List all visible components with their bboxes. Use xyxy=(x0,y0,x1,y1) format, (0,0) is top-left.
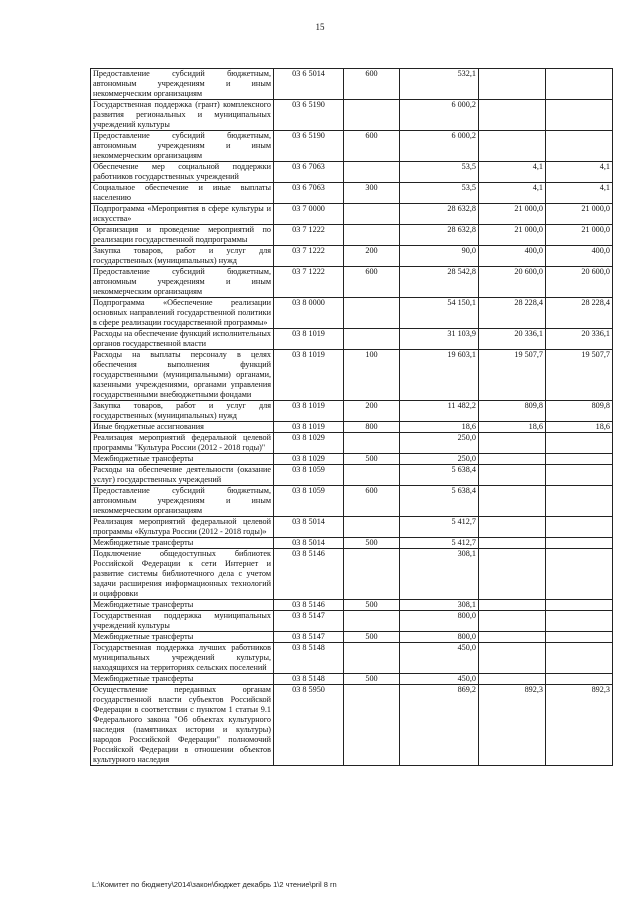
row-sum-2-cell xyxy=(479,131,546,162)
row-sum-1-cell: 53,5 xyxy=(400,162,479,183)
row-code-cell: 03 8 5146 xyxy=(274,600,344,611)
row-sum-2-cell: 28 228,4 xyxy=(479,298,546,329)
row-sum-1-cell: 450,0 xyxy=(400,643,479,674)
row-sum-2-cell: 21 000,0 xyxy=(479,204,546,225)
row-expense-type-cell: 200 xyxy=(344,246,400,267)
row-code-cell: 03 8 1019 xyxy=(274,350,344,401)
row-sum-2-cell: 18,6 xyxy=(479,422,546,433)
row-sum-3-cell xyxy=(546,465,613,486)
row-sum-2-cell xyxy=(479,454,546,465)
row-name-cell: Расходы на выплаты персоналу в целях обеспечения выполнения функций государственными (муниципальными) органами, казенными учреждениями, органами управления государственными внебюджетными фондами xyxy=(91,350,274,401)
table-row xyxy=(91,246,613,267)
row-expense-type-cell xyxy=(344,433,400,454)
row-name-cell: Иные бюджетные ассигнования xyxy=(91,422,274,433)
row-code-cell: 03 8 1019 xyxy=(274,401,344,422)
table-row xyxy=(91,643,613,674)
row-name-cell: Подпрограмма «Мероприятия в сфере культуры и искусства» xyxy=(91,204,274,225)
row-sum-2-cell: 400,0 xyxy=(479,246,546,267)
table-row xyxy=(91,685,613,766)
row-sum-1-cell: 28 632,8 xyxy=(400,204,479,225)
row-sum-2-cell xyxy=(479,632,546,643)
row-code-cell: 03 8 5014 xyxy=(274,538,344,549)
row-sum-1-cell: 54 150,1 xyxy=(400,298,479,329)
table-row xyxy=(91,486,613,517)
row-sum-1-cell: 6 000,2 xyxy=(400,100,479,131)
row-name-cell: Государственная поддержка (грант) комплексного развития региональных и муниципальных учреждений культуры xyxy=(91,100,274,131)
row-sum-3-cell xyxy=(546,433,613,454)
row-sum-1-cell: 11 482,2 xyxy=(400,401,479,422)
row-sum-1-cell: 800,0 xyxy=(400,632,479,643)
row-code-cell: 03 8 5146 xyxy=(274,549,344,600)
table-row xyxy=(91,162,613,183)
row-sum-3-cell xyxy=(546,549,613,600)
row-expense-type-cell: 600 xyxy=(344,69,400,100)
row-sum-2-cell: 21 000,0 xyxy=(479,225,546,246)
row-code-cell: 03 8 0000 xyxy=(274,298,344,329)
row-sum-1-cell: 19 603,1 xyxy=(400,350,479,401)
row-sum-3-cell xyxy=(546,454,613,465)
row-sum-3-cell xyxy=(546,538,613,549)
row-expense-type-cell: 600 xyxy=(344,486,400,517)
row-code-cell: 03 7 1222 xyxy=(274,246,344,267)
row-name-cell: Межбюджетные трансферты xyxy=(91,454,274,465)
row-sum-2-cell: 809,8 xyxy=(479,401,546,422)
budget-table xyxy=(90,68,613,766)
row-expense-type-cell xyxy=(344,298,400,329)
row-code-cell: 03 8 1059 xyxy=(274,465,344,486)
row-name-cell: Межбюджетные трансферты xyxy=(91,632,274,643)
row-sum-2-cell: 4,1 xyxy=(479,162,546,183)
row-code-cell: 03 6 5190 xyxy=(274,131,344,162)
row-expense-type-cell: 500 xyxy=(344,454,400,465)
row-sum-3-cell: 21 000,0 xyxy=(546,204,613,225)
row-expense-type-cell: 500 xyxy=(344,538,400,549)
row-sum-1-cell: 28 632,8 xyxy=(400,225,479,246)
row-sum-3-cell: 19 507,7 xyxy=(546,350,613,401)
row-expense-type-cell: 500 xyxy=(344,632,400,643)
row-code-cell: 03 8 1059 xyxy=(274,486,344,517)
row-sum-1-cell: 869,2 xyxy=(400,685,479,766)
row-name-cell: Расходы на обеспечение функций исполнительных органов государственной власти xyxy=(91,329,274,350)
table-row xyxy=(91,298,613,329)
row-name-cell: Предоставление субсидий бюджетным, автономным учреждениям и иным некоммерческим организациям xyxy=(91,486,274,517)
row-expense-type-cell: 200 xyxy=(344,401,400,422)
row-sum-3-cell: 28 228,4 xyxy=(546,298,613,329)
table-row xyxy=(91,465,613,486)
row-sum-1-cell: 53,5 xyxy=(400,183,479,204)
row-name-cell: Закупка товаров, работ и услуг для государственных (муниципальных) нужд xyxy=(91,401,274,422)
row-sum-1-cell: 18,6 xyxy=(400,422,479,433)
row-sum-2-cell xyxy=(479,465,546,486)
row-sum-3-cell: 21 000,0 xyxy=(546,225,613,246)
row-sum-1-cell: 308,1 xyxy=(400,549,479,600)
row-sum-3-cell: 4,1 xyxy=(546,183,613,204)
table-row xyxy=(91,204,613,225)
row-sum-3-cell xyxy=(546,611,613,632)
row-sum-2-cell: 892,3 xyxy=(479,685,546,766)
row-sum-1-cell: 450,0 xyxy=(400,674,479,685)
row-name-cell: Реализация мероприятий федеральной целевой программы «Культура России (2012 - 2018 годы)» xyxy=(91,517,274,538)
row-name-cell: Реализация мероприятий федеральной целевой программы "Культура России (2012 - 2018 годы)" xyxy=(91,433,274,454)
row-sum-2-cell xyxy=(479,486,546,517)
row-code-cell: 03 8 5147 xyxy=(274,611,344,632)
table-row xyxy=(91,267,613,298)
row-sum-1-cell: 6 000,2 xyxy=(400,131,479,162)
row-sum-3-cell xyxy=(546,486,613,517)
row-sum-1-cell: 308,1 xyxy=(400,600,479,611)
row-sum-3-cell xyxy=(546,517,613,538)
row-expense-type-cell xyxy=(344,611,400,632)
row-name-cell: Межбюджетные трансферты xyxy=(91,538,274,549)
table-row xyxy=(91,549,613,600)
row-sum-1-cell: 28 542,8 xyxy=(400,267,479,298)
row-sum-3-cell: 400,0 xyxy=(546,246,613,267)
row-sum-3-cell: 20 600,0 xyxy=(546,267,613,298)
row-sum-2-cell: 20 600,0 xyxy=(479,267,546,298)
table-row xyxy=(91,454,613,465)
row-name-cell: Межбюджетные трансферты xyxy=(91,600,274,611)
row-code-cell: 03 8 1019 xyxy=(274,329,344,350)
row-sum-3-cell: 18,6 xyxy=(546,422,613,433)
row-sum-2-cell xyxy=(479,643,546,674)
table-row xyxy=(91,422,613,433)
row-expense-type-cell: 500 xyxy=(344,600,400,611)
row-sum-2-cell xyxy=(479,538,546,549)
row-sum-1-cell: 532,1 xyxy=(400,69,479,100)
table-row xyxy=(91,329,613,350)
row-expense-type-cell xyxy=(344,549,400,600)
row-sum-2-cell xyxy=(479,69,546,100)
row-sum-1-cell: 5 638,4 xyxy=(400,486,479,517)
row-expense-type-cell xyxy=(344,329,400,350)
row-sum-1-cell: 800,0 xyxy=(400,611,479,632)
row-code-cell: 03 8 1029 xyxy=(274,433,344,454)
row-expense-type-cell: 600 xyxy=(344,131,400,162)
row-sum-2-cell: 4,1 xyxy=(479,183,546,204)
row-sum-1-cell: 5 412,7 xyxy=(400,517,479,538)
row-sum-1-cell: 250,0 xyxy=(400,433,479,454)
row-name-cell: Государственная поддержка лучших работников муниципальных учреждений культуры, находящихся на территориях сельских поселений xyxy=(91,643,274,674)
row-sum-2-cell xyxy=(479,611,546,632)
row-expense-type-cell: 500 xyxy=(344,674,400,685)
row-expense-type-cell xyxy=(344,100,400,131)
table-row xyxy=(91,69,613,100)
row-sum-3-cell xyxy=(546,131,613,162)
row-expense-type-cell xyxy=(344,643,400,674)
table-row xyxy=(91,401,613,422)
row-expense-type-cell: 300 xyxy=(344,183,400,204)
row-sum-1-cell: 31 103,9 xyxy=(400,329,479,350)
row-sum-2-cell xyxy=(479,600,546,611)
row-code-cell: 03 8 5148 xyxy=(274,674,344,685)
row-sum-3-cell: 4,1 xyxy=(546,162,613,183)
row-sum-2-cell xyxy=(479,549,546,600)
row-sum-3-cell xyxy=(546,600,613,611)
row-sum-3-cell xyxy=(546,632,613,643)
row-sum-2-cell xyxy=(479,674,546,685)
row-expense-type-cell: 100 xyxy=(344,350,400,401)
row-expense-type-cell xyxy=(344,162,400,183)
row-sum-1-cell: 250,0 xyxy=(400,454,479,465)
row-expense-type-cell xyxy=(344,517,400,538)
row-code-cell: 03 8 5147 xyxy=(274,632,344,643)
table-row xyxy=(91,674,613,685)
row-sum-1-cell: 5 412,7 xyxy=(400,538,479,549)
table-row xyxy=(91,611,613,632)
row-code-cell: 03 8 1019 xyxy=(274,422,344,433)
row-code-cell: 03 6 7063 xyxy=(274,162,344,183)
table-row xyxy=(91,131,613,162)
table-row xyxy=(91,183,613,204)
row-name-cell: Предоставление субсидий бюджетным, автономным учреждениям и иным некоммерческим организациям xyxy=(91,267,274,298)
row-sum-3-cell: 809,8 xyxy=(546,401,613,422)
row-sum-2-cell xyxy=(479,433,546,454)
row-sum-2-cell: 20 336,1 xyxy=(479,329,546,350)
table-body xyxy=(91,69,613,766)
page-number: 15 xyxy=(315,22,325,32)
table-row xyxy=(91,225,613,246)
table-row xyxy=(91,100,613,131)
row-name-cell: Предоставление субсидий бюджетным, автономным учреждениям и иным некоммерческим организациям xyxy=(91,69,274,100)
row-code-cell: 03 7 1222 xyxy=(274,267,344,298)
row-sum-3-cell: 892,3 xyxy=(546,685,613,766)
row-name-cell: Осуществление переданных органам государственной власти субъектов Российской Федерации в соответствии с пунктом 1 статьи 9.1 Федерального закона "Об объектах культурного наследия (памятниках истории и культуры) народов Российской Федерации" полномочий Российской Федерации в отношении объектов культурного наследия xyxy=(91,685,274,766)
row-expense-type-cell xyxy=(344,685,400,766)
row-expense-type-cell xyxy=(344,225,400,246)
row-expense-type-cell: 600 xyxy=(344,267,400,298)
row-code-cell: 03 6 7063 xyxy=(274,183,344,204)
table-row xyxy=(91,433,613,454)
table-row xyxy=(91,350,613,401)
row-sum-3-cell: 20 336,1 xyxy=(546,329,613,350)
row-code-cell: 03 8 1029 xyxy=(274,454,344,465)
file-path-footer: L:\Комитет по бюджету\2014\закон\бюджет декабрь 1\2 чтение\pril 8 rn xyxy=(92,880,337,889)
row-expense-type-cell xyxy=(344,204,400,225)
row-expense-type-cell xyxy=(344,465,400,486)
row-name-cell: Подключение общедоступных библиотек Российской Федерации к сети Интернет и развитие системы библиотечного дела с учетом задачи расширения информационных технологий и оцифровки xyxy=(91,549,274,600)
table-row xyxy=(91,600,613,611)
row-sum-1-cell: 5 638,4 xyxy=(400,465,479,486)
row-name-cell: Подпрограмма «Обеспечение реализации основных направлений государственной политики в сфере реализации государственной программы» xyxy=(91,298,274,329)
row-code-cell: 03 8 5950 xyxy=(274,685,344,766)
row-code-cell: 03 7 1222 xyxy=(274,225,344,246)
row-sum-2-cell: 19 507,7 xyxy=(479,350,546,401)
row-code-cell: 03 7 0000 xyxy=(274,204,344,225)
row-sum-2-cell xyxy=(479,517,546,538)
row-sum-3-cell xyxy=(546,643,613,674)
row-name-cell: Расходы на обеспечение деятельности (оказание услуг) государственных учреждений xyxy=(91,465,274,486)
row-code-cell: 03 6 5014 xyxy=(274,69,344,100)
table-row xyxy=(91,538,613,549)
row-sum-2-cell xyxy=(479,100,546,131)
row-name-cell: Социальное обеспечение и иные выплаты населению xyxy=(91,183,274,204)
row-sum-3-cell xyxy=(546,69,613,100)
row-sum-1-cell: 90,0 xyxy=(400,246,479,267)
row-name-cell: Предоставление субсидий бюджетным, автономным учреждениям и иным некоммерческим организациям xyxy=(91,131,274,162)
row-code-cell: 03 8 5148 xyxy=(274,643,344,674)
row-name-cell: Межбюджетные трансферты xyxy=(91,674,274,685)
row-sum-3-cell xyxy=(546,674,613,685)
table-row xyxy=(91,632,613,643)
row-name-cell: Организация и проведение мероприятий по реализации государственной подпрограммы xyxy=(91,225,274,246)
row-name-cell: Обеспечение мер социальной поддержки работников государственных учреждений xyxy=(91,162,274,183)
row-code-cell: 03 6 5190 xyxy=(274,100,344,131)
row-expense-type-cell: 800 xyxy=(344,422,400,433)
table-row xyxy=(91,517,613,538)
row-name-cell: Государственная поддержка муниципальных учреждений культуры xyxy=(91,611,274,632)
row-sum-3-cell xyxy=(546,100,613,131)
row-name-cell: Закупка товаров, работ и услуг для государственных (муниципальных) нужд xyxy=(91,246,274,267)
row-code-cell: 03 8 5014 xyxy=(274,517,344,538)
